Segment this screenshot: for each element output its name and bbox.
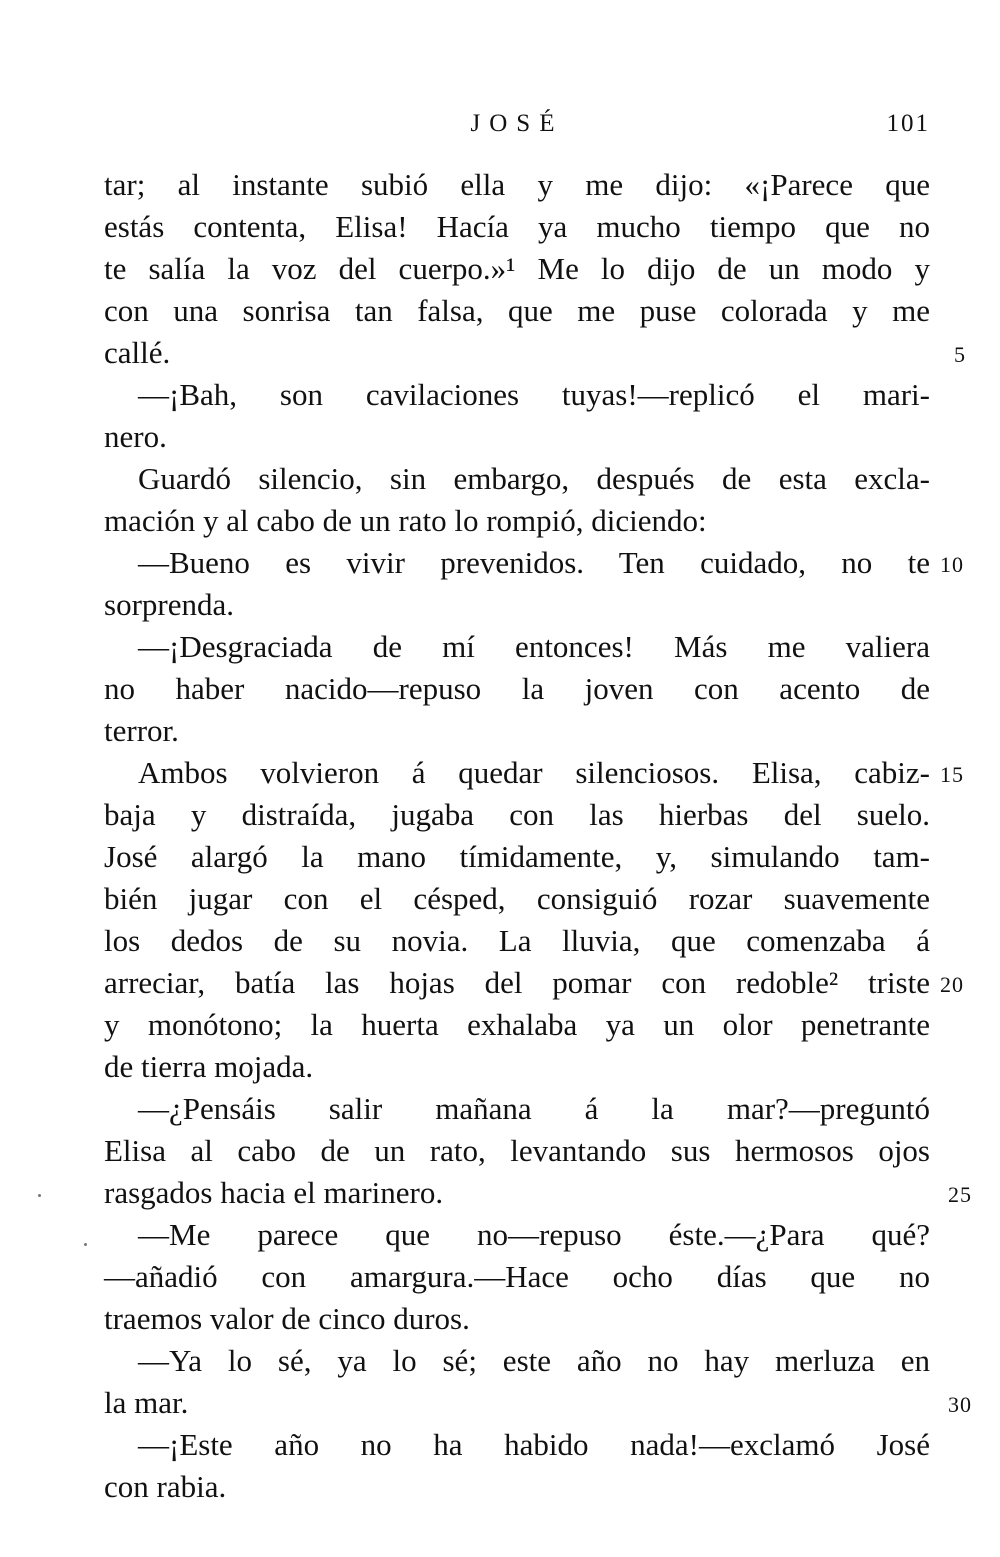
text-line (104, 878, 930, 920)
scan-speck (38, 1194, 41, 1197)
text-line (104, 1466, 930, 1508)
line-text: —¡Bah, son cavilaciones tuyas!—replicó el mari- (138, 377, 930, 412)
line-text: con una sonrisa tan falsa, que me puse colorada y me (104, 293, 930, 328)
line-text: Ambos volvieron á quedar silenciosos. Elisa, cabiz- (138, 755, 930, 790)
text-line (104, 248, 930, 290)
line-number: 5 (954, 342, 966, 367)
line-text: —añadió con amargura.—Hace ocho días que no (104, 1259, 930, 1294)
line-text: mación y al cabo de un rato lo rompió, diciendo: (104, 503, 707, 538)
text-line (104, 668, 930, 710)
text-line (104, 1004, 930, 1046)
line-text: te salía la voz del cuerpo.»¹ Me lo dijo de un modo y (104, 251, 930, 286)
line-number: 30 (948, 1392, 972, 1417)
line-text: Guardó silencio, sin embargo, después de esta excla- (138, 461, 930, 496)
line-text: —Ya lo sé, ya lo sé; este año no hay merluza en (138, 1343, 930, 1378)
line-text: —Me parece que no—repuso éste.—¿Para qué? (138, 1217, 930, 1252)
line-text: —¿Pensáis salir mañana á la mar?—preguntó (138, 1091, 930, 1126)
text-line (104, 1172, 972, 1214)
text-line (104, 752, 964, 794)
line-text: —¡Este año no ha habido nada!—exclamó José (138, 1427, 930, 1462)
page-number: 101 (886, 110, 930, 137)
line-number: 25 (948, 1182, 972, 1207)
text-line (104, 500, 930, 542)
text-line (104, 1214, 930, 1256)
line-text: la mar. (104, 1385, 189, 1420)
line-text: y monótono; la huerta exhalaba ya un olor penetrante (104, 1007, 930, 1042)
text-line (104, 1298, 930, 1340)
line-text: tar; al instante subió ella y me dijo: «¡Parece que (104, 167, 930, 202)
line-number: 15 (940, 762, 964, 787)
line-text: no haber nacido—repuso la joven con acento de (104, 671, 930, 706)
line-text: nero. (104, 419, 167, 454)
line-text: callé. (104, 335, 171, 370)
text-line (104, 920, 930, 962)
line-number: 20 (940, 972, 964, 997)
running-head (104, 104, 930, 144)
line-text: traemos valor de cinco duros. (104, 1301, 470, 1336)
line-text: sorprenda. (104, 587, 234, 622)
line-number: 10 (940, 552, 964, 577)
line-text: rasgados hacia el marinero. (104, 1175, 444, 1210)
text-line (104, 794, 930, 836)
line-text: baja y distraída, jugaba con las hierbas del suelo. (104, 797, 930, 832)
line-text: con rabia. (104, 1469, 227, 1504)
line-text: arreciar, batía las hojas del pomar con redoble² triste (104, 965, 930, 1000)
text-line (104, 626, 930, 668)
text-line (104, 416, 930, 458)
text-line (104, 584, 930, 626)
line-text: de tierra mojada. (104, 1049, 314, 1084)
text-line (104, 1046, 930, 1088)
text-line (104, 374, 930, 416)
line-text: terror. (104, 713, 179, 748)
text-line (104, 290, 930, 332)
text-line (104, 164, 930, 206)
text-line (104, 962, 964, 1004)
text-line (104, 332, 966, 374)
line-text: bién jugar con el césped, consiguió rozar suavemente (104, 881, 930, 916)
text-line (104, 1256, 930, 1298)
text-line (104, 206, 930, 248)
scan-speck (84, 1243, 87, 1246)
text-line (104, 542, 964, 584)
text-line (104, 1340, 930, 1382)
text-line (104, 1088, 930, 1130)
line-text: José alargó la mano tímidamente, y, simulando tam- (104, 839, 930, 874)
text-line (104, 1382, 972, 1424)
body-text (104, 164, 972, 1508)
text-line (104, 458, 930, 500)
line-text: estás contenta, Elisa! Hacía ya mucho tiempo que no (104, 209, 930, 244)
text-line (104, 836, 930, 878)
text-line (104, 710, 930, 752)
line-text: los dedos de su novia. La lluvia, que comenzaba á (104, 923, 930, 958)
text-line (104, 1130, 930, 1172)
line-text: —Bueno es vivir prevenidos. Ten cuidado, no te (138, 545, 930, 580)
line-text: —¡Desgraciada de mí entonces! Más me valiera (138, 629, 930, 664)
text-line (104, 1424, 930, 1466)
line-text: Elisa al cabo de un rato, levantando sus hermosos ojos (104, 1133, 930, 1168)
running-title: JOSÉ (470, 110, 564, 137)
